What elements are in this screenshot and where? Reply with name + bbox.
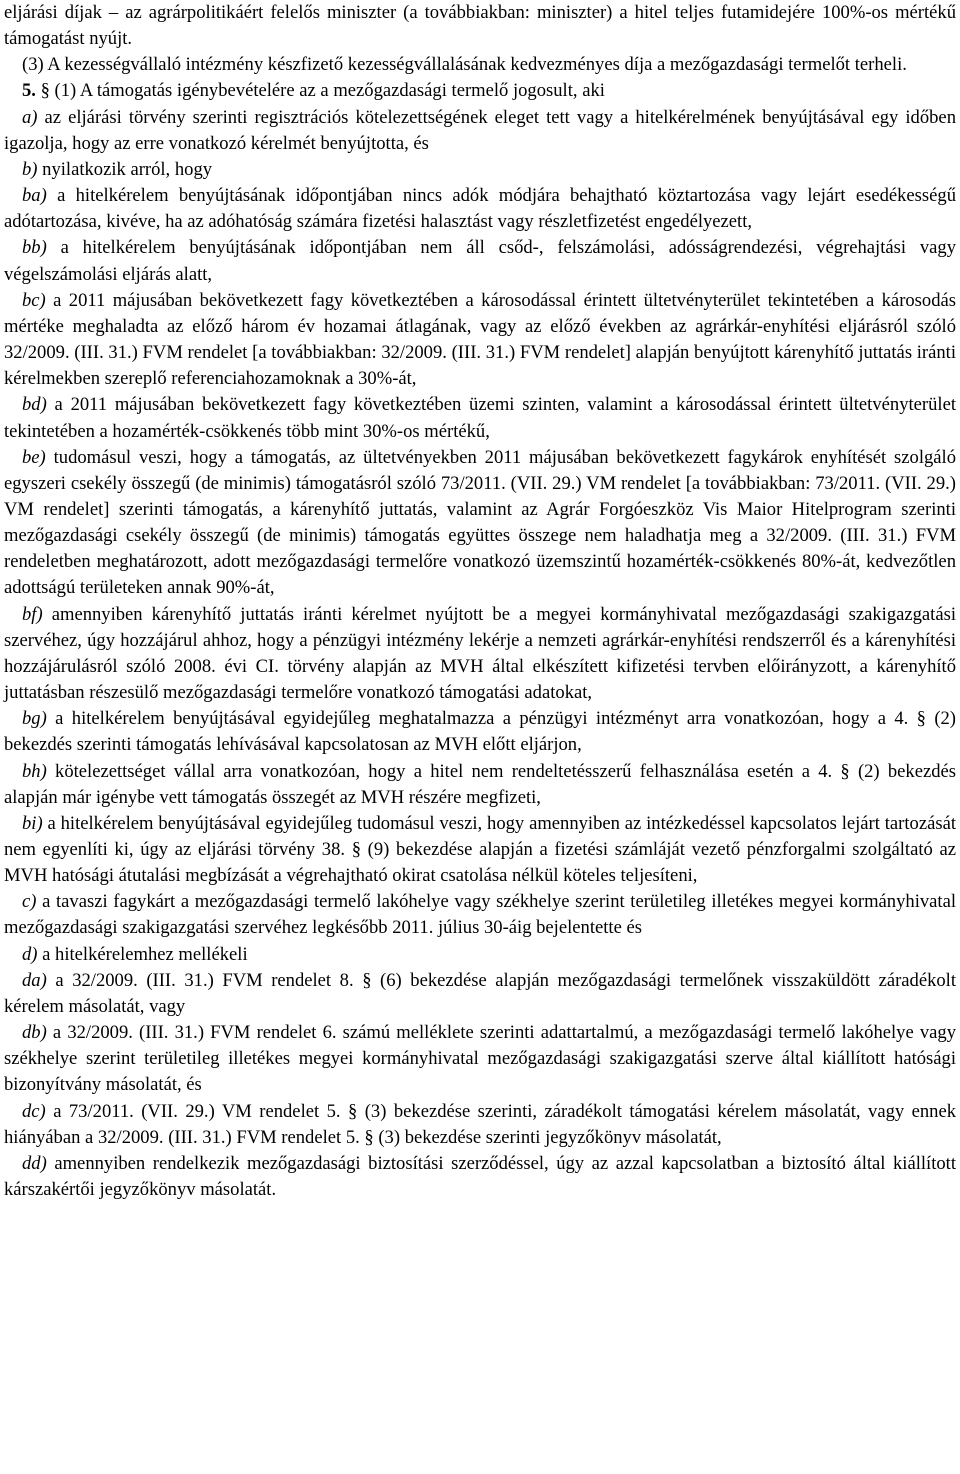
paragraph	[4, 759, 956, 811]
point-label: c)	[22, 891, 37, 913]
paragraph	[4, 968, 956, 1020]
paragraph-text: a 2011 májusában bekövetkezett fagy következtében a károsodással érintett ültetvényterület tekintetében a károsodás mértéke meghaladta az előző három év hozamai átlagának, vagy az előző években az agrárkár-enyhítési eljárásról szóló 32/2009. (III. 31.) FVM rendelet [a továbbiakban: 32/2009. (III. 31.) FVM rendelet] alapján benyújtott kárenyhítő juttatás iránti kérelmekben szereplő referenciahozamoknak a 30%-át,	[4, 289, 956, 390]
paragraph	[4, 811, 956, 889]
paragraph-text: tudomásul veszi, hogy a támogatás, az ültetvényekben 2011 májusában bekövetkezett fagykárok enyhítését szolgáló egyszeri csekély összegű (de minimis) támogatásról szóló 73/2011. (VII. 29.) VM rendelet [a továbbiakban: 73/2011. (VII. 29.) VM rendelet] szerinti támogatás, a kárenyhítő juttatás, valamint az Agrár Forgóeszköz Vis Maior Hitelprogram szerinti mezőgazdasági csekély összegű (de minimis) támogatás együttes összege nem haladhatja meg a 32/2009. (III. 31.) FVM rendeletben meghatározott, adott mezőgazdasági termelőre vonatkozó üzemszintű hozamérték-csökkenés 80%-át, kedvezőtlen adottságú területeken annak 90%-át,	[4, 446, 956, 599]
paragraph	[4, 105, 956, 157]
paragraph-text: a 2011 májusában bekövetkezett fagy következtében üzemi szinten, valamint a károsodással érintett ültetvényterület tekintetében a hozamérték-csökkenés több mint 30%-os mértékű,	[4, 394, 956, 442]
point-label: b)	[22, 158, 38, 180]
paragraph	[4, 445, 956, 602]
paragraph	[4, 52, 956, 78]
paragraph	[4, 288, 956, 393]
paragraph	[4, 1151, 956, 1203]
point-label: bf)	[22, 603, 43, 625]
point-label: a)	[22, 106, 38, 128]
paragraph-text: (3) A kezességvállaló intézmény készfizető kezességvállalásának kedvezményes díja a mezőgazdasági termelőt terheli.	[22, 54, 907, 76]
point-label: bb)	[22, 237, 47, 259]
paragraph-text: a 32/2009. (III. 31.) FVM rendelet 6. számú melléklete szerinti adattartalmú, a mezőgazdasági termelő lakóhelye vagy székhelye szerint területileg illetékes megyei kormányhivatal mezőgazdasági szakigazgatási szerve által kiállított hatósági bizonyítvány másolatát, és	[4, 1022, 956, 1096]
paragraph-text: a hitelkérelem benyújtásának időpontjában nem áll csőd-, felszámolási, adósságrendezési, végrehajtási vagy végelszámolási eljárás alatt,	[4, 237, 956, 285]
point-label: dd)	[22, 1152, 47, 1174]
point-label: db)	[22, 1022, 47, 1044]
paragraph-text: nyilatkozik arról, hogy	[37, 158, 213, 180]
paragraph	[4, 78, 956, 104]
point-label: bh)	[22, 760, 47, 782]
paragraph	[4, 889, 956, 941]
paragraph	[4, 1099, 956, 1151]
point-label: ba)	[22, 185, 47, 207]
point-label: da)	[22, 969, 47, 991]
paragraph-text: az eljárási törvény szerinti regisztrációs kötelezettségének eleget tett vagy a hitelkérelmének benyújtásával egy időben igazolja, hogy az erre vonatkozó kérelmét benyújtotta, és	[4, 106, 956, 154]
point-label: bc)	[22, 289, 46, 311]
point-label: dc)	[22, 1100, 46, 1122]
paragraph-text: amennyiben kárenyhítő juttatás iránti kérelmet nyújtott be a megyei kormányhivatal mezőgazdasági szakigazgatási szervéhez, úgy hozzájárul ahhoz, hogy a pénzügyi intézmény lekérje a nemzeti agrárkár-enyhítési rendszerről és a kárenyhítési hozzájárulásról szóló 2008. évi CI. törvény alapján az MVH által elkészített kifizetési tervben előirányzott, a kárenyhítő juttatásban részesülő mezőgazdasági termelőre vonatkozó támogatási adatokat,	[4, 603, 956, 704]
point-label: bg)	[22, 708, 47, 730]
paragraph-text: a tavaszi fagykárt a mezőgazdasági termelő lakóhelye vagy székhelye szerint területileg illetékes megyei kormányhivatal mezőgazdasági szakigazgatási szervéhez legkésőbb 2011. július 30-áig bejelentette és	[4, 891, 956, 939]
paragraph-text: a 32/2009. (III. 31.) FVM rendelet 8. § (6) bekezdése alapján mezőgazdasági termelőnek visszaküldött záradékolt kérelem másolatát, vagy	[4, 969, 956, 1017]
paragraph-text: a hitelkérelemhez mellékeli	[37, 943, 248, 965]
point-label: d)	[22, 943, 38, 965]
paragraph	[4, 706, 956, 758]
point-label: bi)	[22, 812, 43, 834]
paragraph	[4, 602, 956, 707]
paragraph-text: a hitelkérelem benyújtásának időpontjában nincs adók módjára behajtható köztartozása vagy lejárt esedékességű adótartozása, kivéve, ha az adóhatóság számára fizetési halasztást vagy részletfizetést engedélyezett,	[4, 185, 956, 233]
paragraph-text: eljárási díjak – az agrárpolitikáért felelős miniszter (a továbbiakban: miniszter) a hitel teljes futamidejére 100%-os mértékű támogatást nyújt.	[4, 2, 956, 50]
paragraph-text: § (1) A támogatás igénybevételére az a mezőgazdasági termelő jogosult, aki	[40, 80, 605, 102]
paragraph	[4, 0, 956, 52]
paragraph	[4, 183, 956, 235]
paragraph-text: amennyiben rendelkezik mezőgazdasági biztosítási szerződéssel, úgy az azzal kapcsolatban a biztosító által kiállított kárszakértői jegyzőkönyv másolatát.	[4, 1152, 956, 1201]
paragraph	[4, 1020, 956, 1098]
paragraph	[4, 235, 956, 287]
paragraph	[4, 392, 956, 444]
paragraph-text: kötelezettséget vállal arra vonatkozóan, hogy a hitel nem rendeltetésszerű felhasználása esetén a 4. § (2) bekezdés alapján már igénybe vett támogatás összegét az MVH részére megfizeti,	[4, 760, 956, 808]
point-label: bd)	[22, 394, 47, 416]
paragraph-text: a hitelkérelem benyújtásával egyidejűleg tudomásul veszi, hogy amennyiben az intézkedéssel kapcsolatos lejárt tartozását nem egyenlíti ki, úgy az eljárási törvény 38. § (9) bekezdése alapján a fizetési számláját vezető pénzforgalmi szolgáltató az MVH hatósági átutalási megbízását a végrehajtható okirat csatolása nélkül köteles teljesíteni,	[4, 812, 956, 887]
point-label: be)	[22, 446, 46, 468]
paragraph	[4, 942, 956, 968]
paragraph-text: a 73/2011. (VII. 29.) VM rendelet 5. § (3) bekezdése szerinti, záradékolt támogatási kérelem másolatát, vagy ennek hiányában a 32/2009. (III. 31.) FVM rendelet 5. § (3) bekezdése szerinti jegyzőkönyv másolatát,	[4, 1100, 956, 1148]
paragraph-text: a hitelkérelem benyújtásával egyidejűleg meghatalmazza a pénzügyi intézményt arra vonatkozóan, hogy a 4. § (2) bekezdés szerinti támogatás lehívásával kapcsolatosan az MVH előtt eljárjon,	[4, 708, 956, 756]
section-number: 5.	[22, 80, 41, 102]
paragraph	[4, 157, 956, 183]
